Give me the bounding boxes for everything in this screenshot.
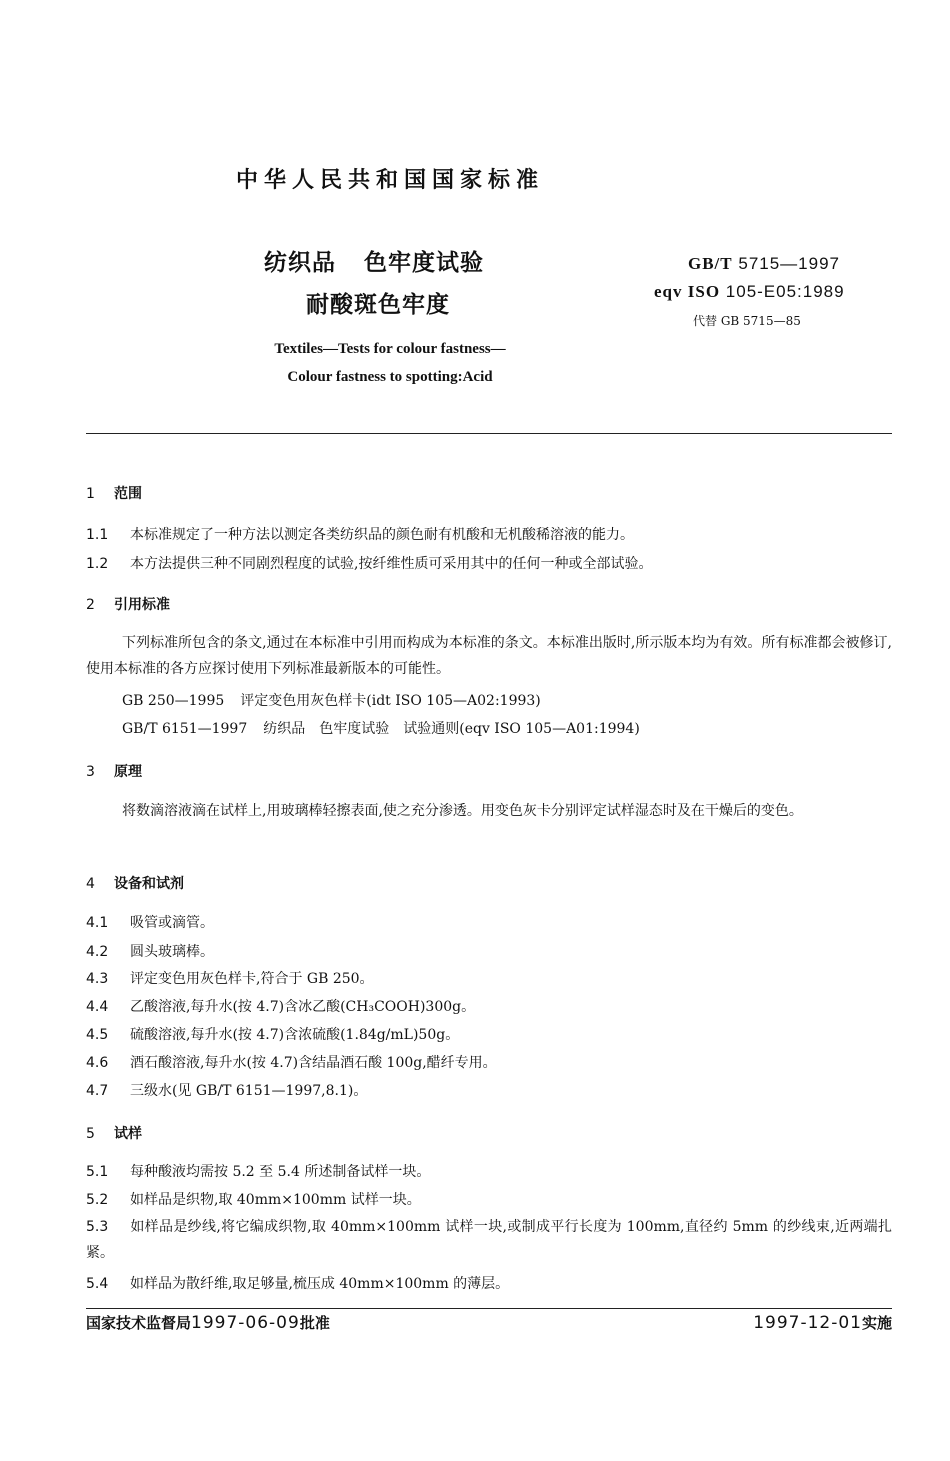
clause-number: 5.4 [86,1276,109,1292]
clause-4-3 [86,968,892,988]
clause-number: 4.2 [86,944,109,960]
clause-4-6 [86,1052,892,1072]
clause-text: 如样品是纱线,将它编成织物,取 40mm×100mm 试样一块,或制成平行长度为 100mm,直径约 5mm 的纱线束,近两端扎紧。 [86,1219,892,1261]
approval-date: 1997-06-09 [191,1313,300,1333]
standard-code-prefix: GB/T [688,254,733,273]
title-cn-test: 色牢度试验 [364,250,484,276]
approval-word: 批准 [299,1314,330,1332]
clause-text: 本标准规定了一种方法以测定各类纺织品的颜色耐有机酸和无机酸稀溶液的能力。 [130,527,634,543]
equivalent-code-number: 105-E05:1989 [725,282,845,301]
clause-text: 如样品是织物,取 40mm×100mm 试样一块。 [130,1192,421,1208]
clause-text: 三级水(见 GB/T 6151—1997,8.1)。 [130,1083,368,1099]
clause-number: 5.1 [86,1164,109,1180]
reference-title: 纺织品 色牢度试验 试验通则(eqv ISO 105—A01:1994) [263,721,640,737]
clause-text: 本方法提供三种不同剧烈程度的试验,按纤维性质可采用其中的任何一种或全部试验。 [130,556,653,572]
approval-organization: 国家技术监督局 [86,1314,192,1332]
section-2-heading [86,594,170,614]
clause-number: 5.2 [86,1192,109,1208]
clause-4-5 [86,1024,892,1044]
clause-4-4 [86,996,892,1016]
clause-text: 评定变色用灰色样卡,符合于 GB 250。 [130,971,374,987]
section-3-heading [86,761,142,781]
section-number: 2 [86,597,95,613]
effective-date: 1997-12-01 [753,1313,862,1333]
clause-number: 4.4 [86,999,109,1015]
reference-title: 评定变色用灰色样卡(idt ISO 105—A02:1993) [240,693,541,709]
standard-code [688,254,840,274]
clause-text: 圆头玻璃棒。 [130,944,214,960]
clause-text: 每种酸液均需按 5.2 至 5.4 所述制备试样一块。 [130,1164,431,1180]
effective-word: 实施 [861,1314,892,1332]
clause-number: 4.5 [86,1027,109,1043]
clause-5-3 [86,1214,892,1266]
section-title: 原理 [114,764,142,780]
reference-1 [122,690,541,710]
header-divider [86,433,892,434]
national-standard-heading: 中华人民共和国国家标准 [235,168,544,193]
clause-1-2 [86,553,892,573]
section-title: 试样 [114,1126,142,1142]
title-cn-line2: 耐酸斑色牢度 [306,292,450,318]
equivalent-code [654,282,845,302]
reference-code: GB/T 6151—1997 [122,721,248,737]
replaces-note: 代替 GB 5715—85 [693,314,801,328]
clause-4-1 [86,912,892,932]
clause-text: 硫酸溶液,每升水(按 4.7)含浓硫酸(1.84g/mL)50g。 [130,1027,460,1043]
effective-info [753,1312,892,1333]
clause-number: 4.7 [86,1083,109,1099]
reference-code: GB 250—1995 [122,693,225,709]
section-number: 4 [86,876,95,892]
standard-code-number: 5715—1997 [738,254,840,273]
title-en-line1: Textiles—Tests for colour fastness— [274,341,506,357]
section-1-heading [86,483,142,503]
clause-number: 4.6 [86,1055,109,1071]
title-cn-textiles: 纺织品 [264,250,336,276]
section-4-heading [86,873,184,893]
section-3-paragraph: 将数滴溶液滴在试样上,用玻璃棒轻擦表面,使之充分渗透。用变色灰卡分别评定试样湿态时及在干燥后的变色。 [122,803,803,819]
clause-5-4 [86,1273,892,1293]
section-title: 引用标准 [114,597,170,613]
section-number: 3 [86,764,95,780]
approval-info [86,1312,330,1333]
equivalent-code-prefix: eqv ISO [654,282,721,301]
clause-4-2 [86,941,892,961]
clause-number: 5.3 [86,1219,109,1235]
clause-text: 酒石酸溶液,每升水(按 4.7)含结晶酒石酸 100g,醋纤专用。 [130,1055,497,1071]
section-number: 5 [86,1126,95,1142]
title-en-line2: Colour fastness to spotting:Acid [287,369,493,385]
section-title: 范围 [114,486,142,502]
clause-1-1 [86,524,892,544]
section-5-heading [86,1123,142,1143]
clause-text: 乙酸溶液,每升水(按 4.7)含冰乙酸(CH₃COOH)300g。 [130,999,476,1015]
reference-2 [122,718,640,738]
clause-5-1 [86,1161,892,1181]
clause-text: 吸管或滴管。 [130,915,214,931]
clause-number: 4.3 [86,971,109,987]
title-cn-line1 [264,244,484,277]
section-2-paragraph: 下列标准所包含的条文,通过在本标准中引用而构成为本标准的条文。本标准出版时,所示版本均为有效。所有标准都会被修订,使用本标准的各方应探讨使用下列标准最新版本的可能性。 [86,635,892,677]
clause-text: 如样品为散纤维,取足够量,梳压成 40mm×100mm 的薄层。 [130,1276,510,1292]
clause-number: 1.1 [86,527,109,543]
clause-5-2 [86,1189,892,1209]
clause-4-7 [86,1080,892,1100]
section-title: 设备和试剂 [114,876,184,892]
clause-number: 4.1 [86,915,109,931]
footer-divider [86,1308,892,1309]
section-number: 1 [86,486,95,502]
clause-number: 1.2 [86,556,109,572]
